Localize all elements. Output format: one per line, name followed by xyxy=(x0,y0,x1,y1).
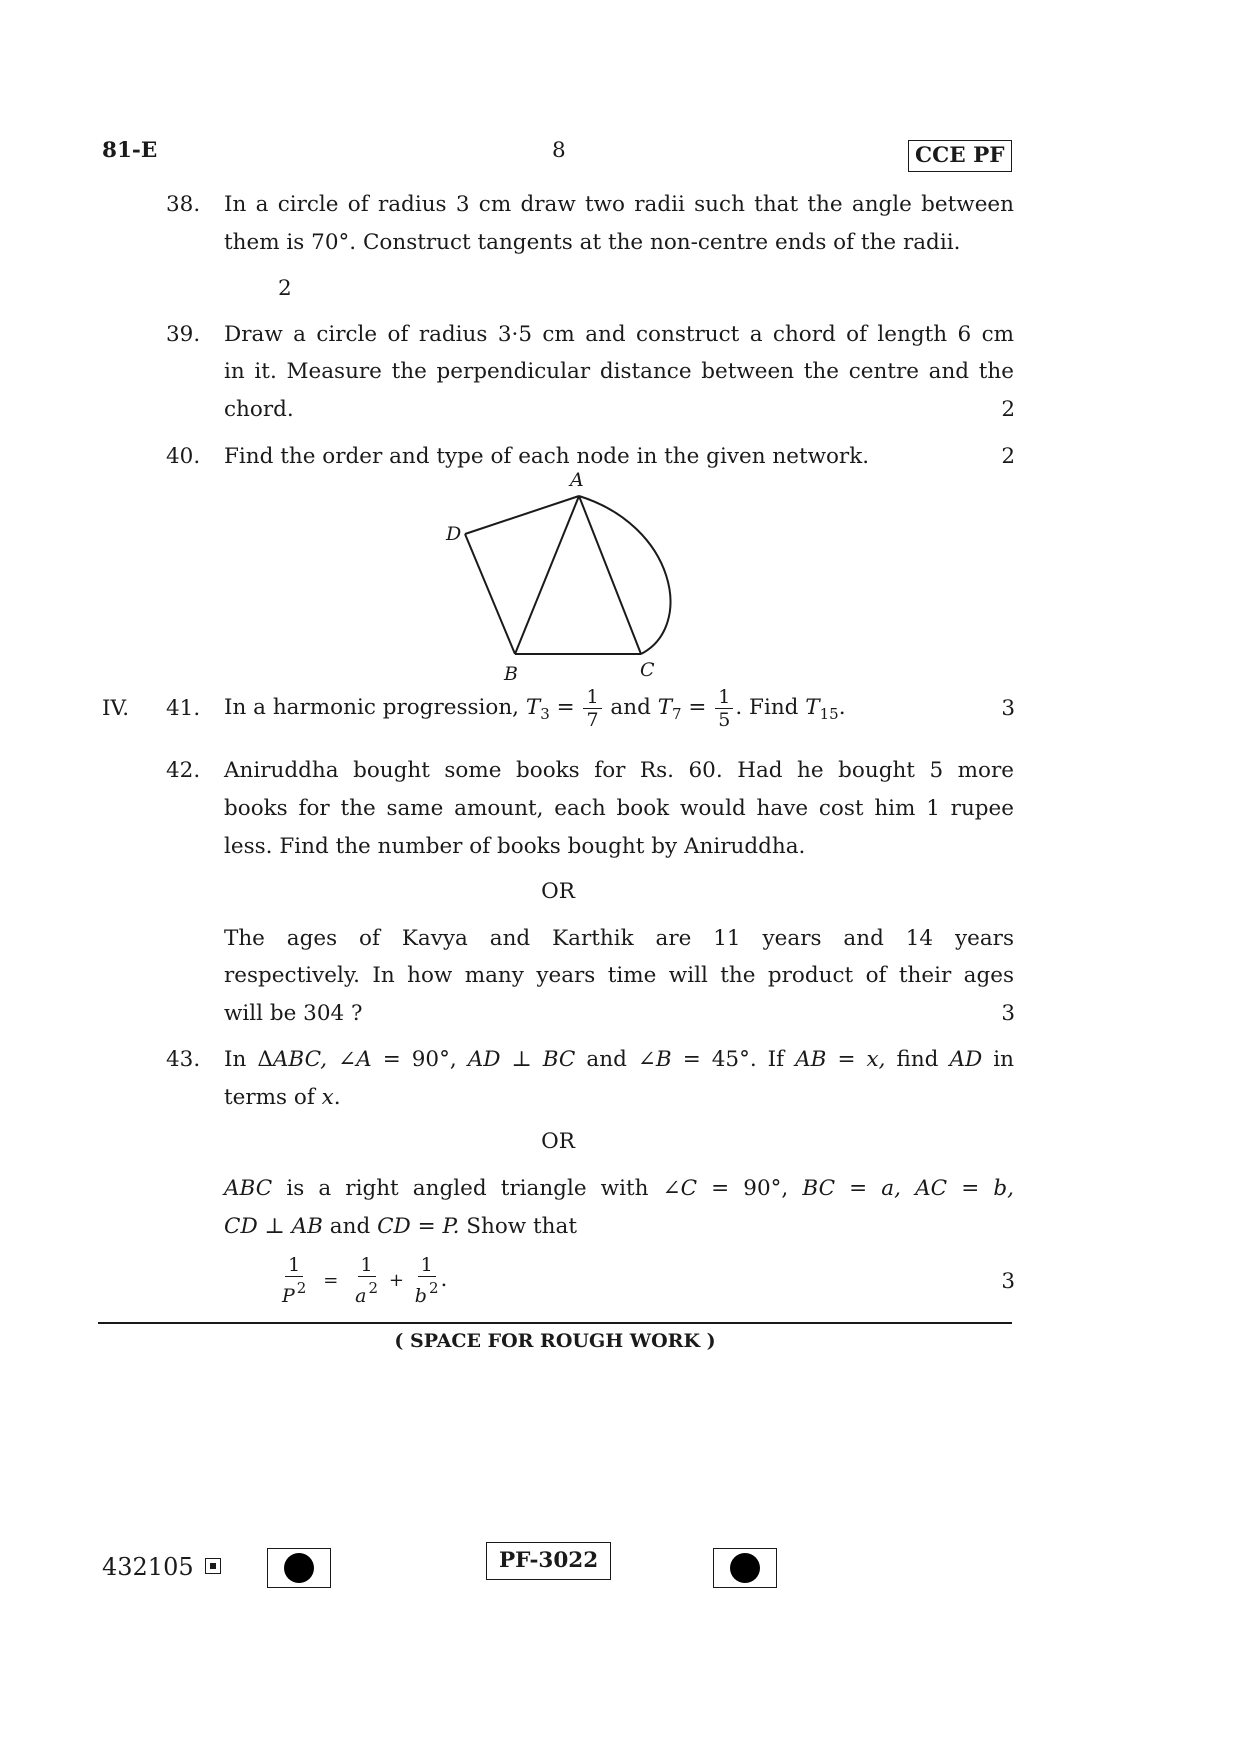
rough-work-caption: ( SPACE FOR ROUGH WORK ) xyxy=(394,1330,716,1352)
q43-alt-eq2: = xyxy=(961,1176,980,1201)
rough-work-rule xyxy=(98,1322,1012,1324)
q42-alt-line-3: will be 304 ? xyxy=(224,1001,363,1026)
q43-and: and xyxy=(586,1047,627,1072)
q41-marks: 3 xyxy=(1001,696,1015,721)
q43-terms-of: terms of xyxy=(224,1085,315,1110)
q43-bc: BC xyxy=(542,1047,576,1072)
q43-alt-b: b, xyxy=(993,1176,1014,1201)
q41-t3: T xyxy=(525,695,541,720)
q40-marks: 2 xyxy=(1001,444,1015,469)
q43-or: OR xyxy=(541,1129,575,1154)
formula-lhs-den: P xyxy=(282,1284,295,1307)
q41-f2-num: 1 xyxy=(715,686,733,709)
q39-marks: 2 xyxy=(1001,397,1015,422)
q41-t15-sub: 15 xyxy=(819,705,839,723)
formula-r2-num: 1 xyxy=(418,1254,436,1277)
q41-fraction-2 xyxy=(715,686,733,731)
q41-eq1: = xyxy=(556,695,575,720)
serial-box-icon xyxy=(205,1558,221,1574)
q41-eq2: = xyxy=(688,695,707,720)
q43-alt-line-1 xyxy=(224,1170,1014,1207)
q43-alt2-p: P. xyxy=(442,1214,460,1239)
q43-ad: AD xyxy=(467,1047,501,1072)
formula-plus: + xyxy=(388,1270,404,1291)
filled-circle-icon xyxy=(730,1553,760,1583)
q43-line-1 xyxy=(224,1041,1014,1078)
q43-formula xyxy=(280,1250,447,1311)
edge-ac-arc xyxy=(579,496,670,654)
formula-r1-exp: 2 xyxy=(368,1278,378,1297)
q40-number: 40. xyxy=(166,444,201,469)
q43-number: 43. xyxy=(166,1047,201,1072)
formula-r1-den: a xyxy=(355,1284,367,1307)
q43-alt2-cd2: CD xyxy=(377,1214,411,1239)
q43-angle-b-symbol: ∠ xyxy=(637,1047,656,1072)
q43-ab: AB xyxy=(795,1047,827,1072)
q41-t15: T xyxy=(805,695,820,720)
q43-alt-abc: ABC xyxy=(224,1176,273,1201)
edge-ab xyxy=(515,496,579,654)
q43-x: x, xyxy=(866,1047,886,1072)
q43-alt2-cd: CD xyxy=(224,1214,258,1239)
q43-alt2-show: Show that xyxy=(466,1214,577,1239)
q43-triangle-symbol: Δ xyxy=(257,1047,273,1072)
q38-line-2: them is 70°. Construct tangents at the non-centre ends of the radii. xyxy=(224,230,961,255)
q43-eq90: = 90°, xyxy=(382,1047,457,1072)
q43-alt2-and: and xyxy=(329,1214,371,1239)
q43-ad2: AD xyxy=(949,1047,983,1072)
q41-find: . Find xyxy=(735,695,799,720)
formula-r2-exp: 2 xyxy=(428,1278,439,1297)
node-label-d: D xyxy=(446,523,462,545)
node-label-a: A xyxy=(570,469,584,491)
q43-alt2-eq: = xyxy=(417,1214,436,1239)
q41-f2-den: 5 xyxy=(718,708,731,731)
q43-alt2-ab: AB xyxy=(291,1214,323,1239)
q43-alt-ac: AC xyxy=(915,1176,948,1201)
q41-f1-num: 1 xyxy=(583,686,601,709)
q38-marks: 2 xyxy=(278,276,292,301)
q43-line2-x: x xyxy=(321,1085,334,1110)
q38-line-1: In a circle of radius 3 cm draw two radii such that the angle between xyxy=(224,192,1014,217)
q41-intro: In a harmonic progression, xyxy=(224,695,520,720)
subject-code: 81-E xyxy=(102,138,158,163)
network-figure xyxy=(430,466,680,686)
q43-angle-a-symbol: ∠ xyxy=(338,1047,357,1072)
formula-r1 xyxy=(355,1254,378,1307)
q43-perp: ⊥ xyxy=(511,1047,532,1072)
q41-t3-sub: 3 xyxy=(540,705,550,723)
q43-alt-eq90: = 90°, xyxy=(711,1176,789,1201)
edge-da xyxy=(465,496,579,534)
q43-alt-line-2 xyxy=(224,1208,1014,1245)
formula-eq: = xyxy=(323,1270,339,1291)
q41-t7: T xyxy=(657,695,673,720)
q43-marks: 3 xyxy=(1001,1269,1015,1294)
q43-alt-rest: is a right angled triangle with xyxy=(286,1176,649,1201)
q38-number: 38. xyxy=(166,192,201,217)
q42-alt-line-2: respectively. In how many years time will the product of their ages xyxy=(224,963,1014,988)
q41-end: . xyxy=(838,695,846,720)
q43-line-2 xyxy=(224,1079,1014,1116)
serial-box-dot xyxy=(210,1563,216,1569)
formula-r2 xyxy=(415,1254,439,1307)
q43-b: B xyxy=(655,1047,672,1072)
q42-number: 42. xyxy=(166,758,201,783)
q43-a: A xyxy=(356,1047,372,1072)
q43-alt2-perp: ⊥ xyxy=(264,1214,285,1239)
q41-t7-sub: 7 xyxy=(672,705,682,723)
q43-alt-a: a, xyxy=(881,1176,901,1201)
q41-text xyxy=(224,676,846,746)
q41-and: and xyxy=(610,695,651,720)
q42-line-1: Aniruddha bought some books for Rs. 60. Had he bought 5 more xyxy=(224,758,1014,783)
series-tag-box: CCE PF xyxy=(908,140,1012,172)
filled-circle-icon xyxy=(284,1553,314,1583)
q43-eq45: = 45°. If xyxy=(682,1047,785,1072)
q41-f1-den: 7 xyxy=(586,708,599,731)
edge-ac xyxy=(579,496,641,654)
node-label-c: C xyxy=(640,659,655,681)
registration-box-left xyxy=(267,1548,331,1588)
q43-line2-dot: . xyxy=(333,1085,341,1110)
q39-line-2: in it. Measure the perpendicular distance between the centre and the xyxy=(224,359,1014,384)
formula-lhs xyxy=(282,1254,306,1307)
section-label: IV. xyxy=(102,696,130,721)
formula-r1-num: 1 xyxy=(358,1254,376,1277)
q42-alt-line-1: The ages of Kavya and Karthik are 11 years and 14 years xyxy=(224,926,1014,951)
formula-lhs-num: 1 xyxy=(285,1254,303,1277)
q39-line-3: chord. xyxy=(224,397,294,422)
q39-number: 39. xyxy=(166,322,201,347)
q43-abc: ABC, xyxy=(272,1047,328,1072)
q41-fraction-1 xyxy=(583,686,601,731)
q41-number: 41. xyxy=(166,696,201,721)
q40-text: Find the order and type of each node in the given network. xyxy=(224,444,870,469)
page-number: 8 xyxy=(552,138,566,163)
q43-alt-angle-c-symbol: ∠ xyxy=(662,1176,681,1201)
q42-line-2: books for the same amount, each book would have cost him 1 rupee xyxy=(224,796,1014,821)
formula-r2-den: b xyxy=(414,1284,427,1307)
q43-alt-c: C xyxy=(680,1176,698,1201)
paper-code-box: PF-3022 xyxy=(486,1542,611,1580)
registration-box-right xyxy=(713,1548,777,1588)
q43-alt-bc: BC xyxy=(802,1176,836,1201)
q43-find: find xyxy=(896,1047,939,1072)
q43-eqx: = xyxy=(837,1047,856,1072)
formula-end: . xyxy=(440,1267,448,1292)
q42-or: OR xyxy=(541,879,575,904)
edge-db xyxy=(465,534,515,654)
q43-in: In xyxy=(224,1047,247,1072)
q43-in2: in xyxy=(993,1047,1014,1072)
serial-number: 432105 xyxy=(102,1553,194,1581)
node-label-b: B xyxy=(504,663,518,685)
q39-line-1: Draw a circle of radius 3·5 cm and construct a chord of length 6 cm xyxy=(224,322,1014,347)
q42-line-3: less. Find the number of books bought by Aniruddha. xyxy=(224,834,806,859)
formula-lhs-exp: 2 xyxy=(296,1278,307,1297)
q43-alt-eq: = xyxy=(849,1176,868,1201)
q42-marks: 3 xyxy=(1001,1001,1015,1026)
